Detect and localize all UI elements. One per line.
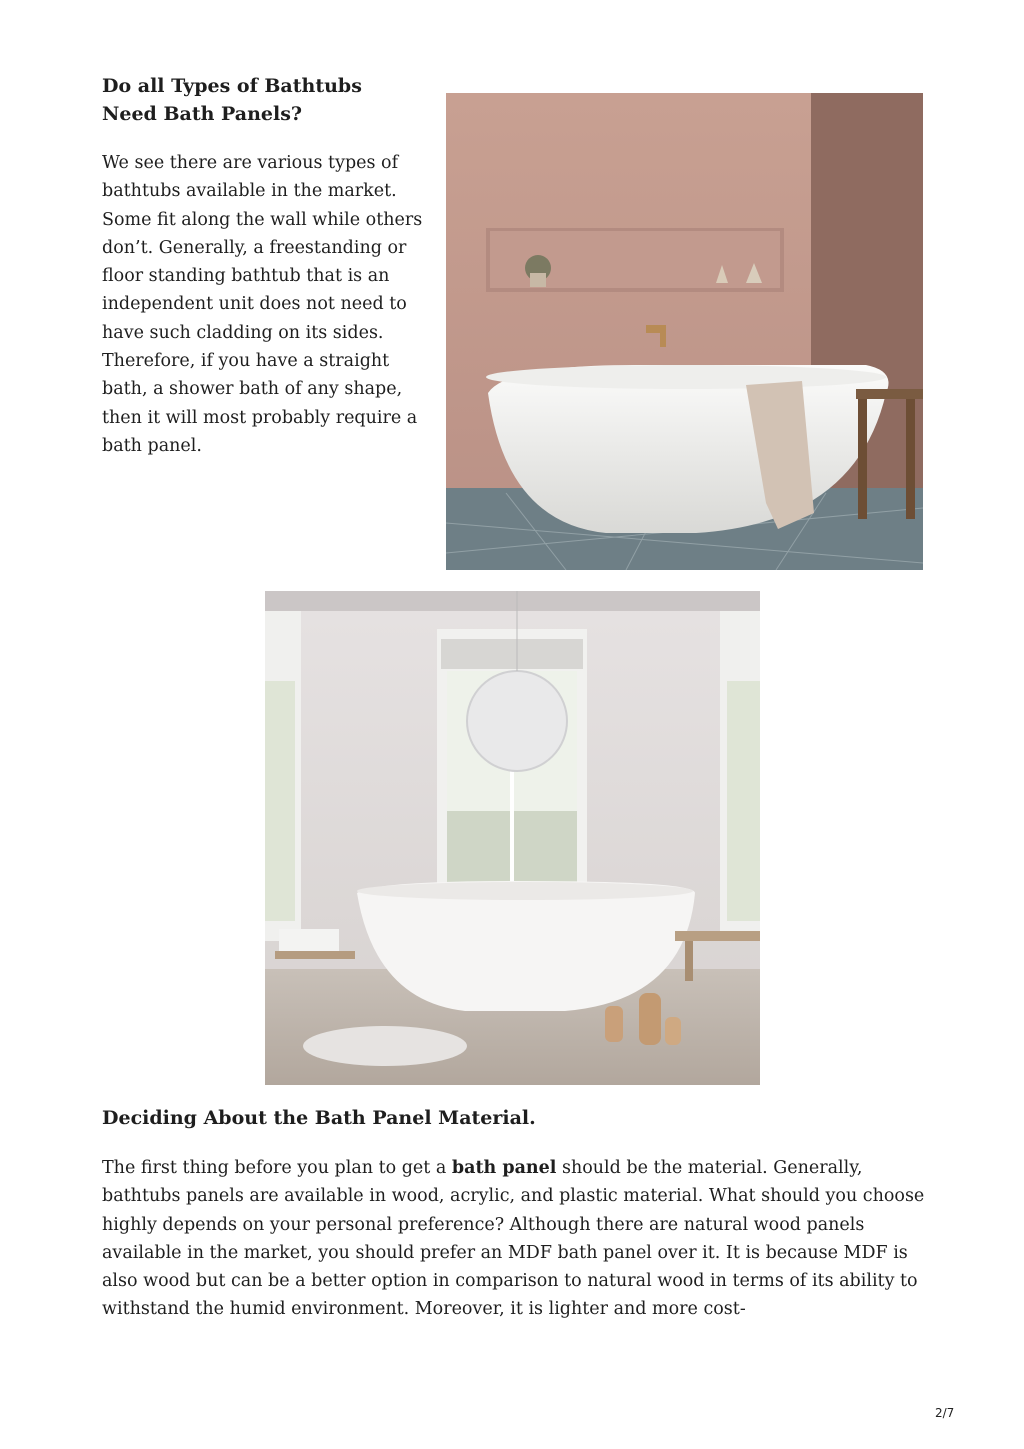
bath-panel-keyword: bath panel <box>451 1158 557 1178</box>
section-paragraph-panel-material <box>102 1154 932 1324</box>
paragraph-text-start: The first thing before you plan to get a <box>102 1158 452 1178</box>
bathtub-photo-pink-wall <box>446 93 923 570</box>
section-paragraph-bathtub-types: We see there are various types of bathtubs available in the market. Some fit along the wall while others don’t. Generally, a freestanding or floor standing bathtub that is an independent unit does not need to have such cladding on its sides. Therefore, if you have a straight bath, a shower bath of any shape, then it will most probably require a bath panel. <box>102 153 423 456</box>
page-number: 2/7 <box>935 1406 955 1420</box>
section-heading-panel-material: Deciding About the Bath Panel Material. <box>102 1107 536 1129</box>
section-heading-bath-panels: Do all Types of Bathtubs Need Bath Panels? <box>102 75 362 125</box>
bathtub-photo-bright-room <box>265 591 760 1085</box>
paragraph-text-rest: should be the material. Generally, bathtubs panels are available in wood, acrylic, and plastic material. What should you choose highly depends on your personal preference? Although there are natural wood panels available in the market, you should prefer an MDF bath panel over it. It is because MDF is also wood but can be a better option in comparison to natural wood in terms of its ability to withstand the humid environment. Moreover, it is lighter and more cost- <box>102 1158 925 1320</box>
